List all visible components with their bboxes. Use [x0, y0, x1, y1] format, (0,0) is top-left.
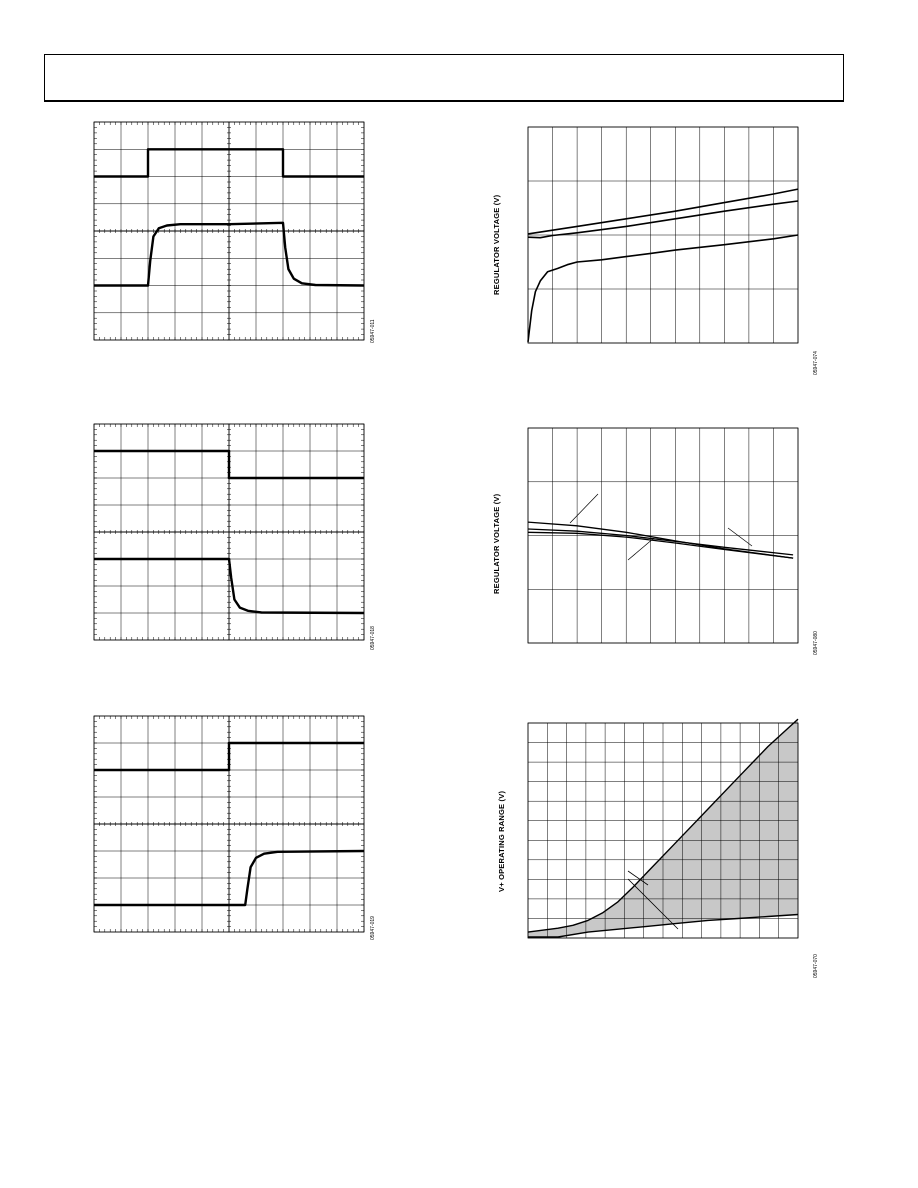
scope-plot-2	[94, 424, 364, 640]
plot-right-2	[528, 428, 798, 643]
plot-right-3	[528, 723, 798, 938]
series-line-3	[528, 235, 798, 342]
figure-id-6: 05947-070	[813, 954, 819, 978]
plot-right-figure-1	[528, 127, 798, 343]
scope-plot-1	[94, 122, 364, 340]
scope-figure-3	[94, 716, 364, 932]
grid	[528, 428, 798, 643]
figure-id-1: 05947-011	[370, 319, 376, 343]
annotation-leader	[570, 494, 598, 523]
scope-figure-2	[94, 424, 364, 640]
series-line-2	[528, 201, 798, 238]
plot-right-figure-3	[528, 723, 798, 938]
ylabel-right-2: REGULATOR VOLTAGE (V)	[492, 493, 501, 594]
series-line-1	[528, 189, 798, 234]
series-line-1	[94, 451, 364, 478]
series-line-3	[528, 532, 793, 558]
grid	[528, 127, 798, 343]
figure-id-4: 05947-074	[813, 351, 819, 375]
ylabel-right-1: REGULATOR VOLTAGE (V)	[492, 194, 501, 295]
figure-id-5: 05947-080	[813, 631, 819, 655]
scope-plot-3	[94, 716, 364, 932]
ylabel-right-3: V+ OPERATING RANGE (V)	[497, 790, 506, 892]
plot-right-1	[528, 127, 798, 343]
page-header-box	[44, 54, 844, 102]
series-line-1	[94, 743, 364, 770]
annotation-leader	[628, 538, 654, 560]
scope-figure-1	[94, 122, 364, 340]
figure-id-3: 05947-019	[370, 916, 376, 940]
grid	[94, 122, 364, 340]
annotation-leader	[728, 528, 752, 546]
figure-id-2: 05947-018	[370, 626, 376, 650]
plot-right-figure-2	[528, 428, 798, 643]
